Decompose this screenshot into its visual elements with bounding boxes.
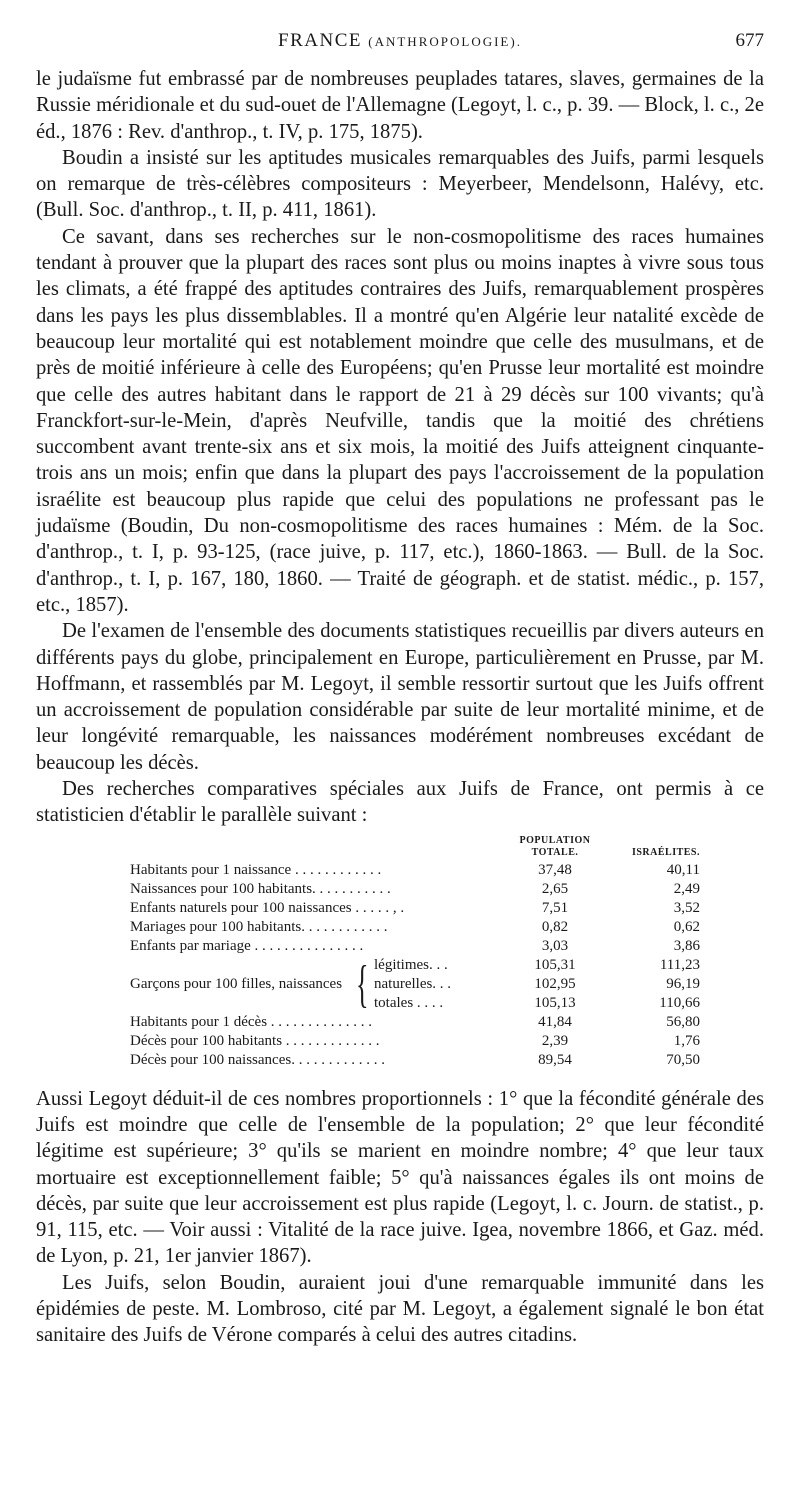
title-main: FRANCE — [278, 30, 363, 51]
garcons-sublabels — [374, 956, 451, 1013]
table-row — [130, 880, 700, 899]
value-israelites: 111,23 — [659, 956, 700, 973]
garcons-sublabel: naturelles. . . — [374, 975, 452, 992]
paragraph-5: Des recherches comparatives spéciales aux Juifs de France, ont permis à ce statisticien d'établir le parallèle suivant : — [36, 778, 764, 827]
value-population: 0,82 — [541, 918, 569, 935]
running-title — [36, 30, 764, 52]
value-israelites: 110,66 — [659, 994, 700, 1011]
table-row — [130, 918, 700, 937]
garcons-values-population — [500, 956, 610, 1013]
value-israelites: 3,52 — [673, 899, 700, 916]
value-population: 2,39 — [541, 1032, 569, 1049]
row-label: Enfants par mariage . . . . . . . . . . . . . . . — [130, 937, 364, 954]
page-body — [36, 66, 764, 1349]
table-row — [130, 1032, 700, 1051]
row-label: Mariages pour 100 habitants. . . . . . . . . . . . — [130, 918, 388, 935]
table-row — [130, 1013, 700, 1032]
value-israelites: 56,80 — [666, 1013, 700, 1030]
value-israelites: 3,86 — [673, 937, 700, 954]
table-body-top — [130, 861, 700, 956]
brace-glyph: { — [356, 955, 369, 1013]
table-header-row — [130, 835, 700, 861]
value-population: 2,65 — [541, 880, 569, 897]
row-label: Habitants pour 1 naissance . . . . . . . . . . . . — [130, 861, 382, 878]
running-header — [36, 30, 764, 58]
value-population: 89,54 — [538, 1051, 572, 1068]
value-israelites: 0,62 — [673, 918, 700, 935]
row-label: Naissances pour 100 habitants. . . . . . . . . . . — [130, 880, 391, 897]
value-israelites: 2,49 — [673, 880, 700, 897]
paragraph-4: De l'examen de l'ensemble des documents statistiques recueillis par divers auteurs en différents pays du globe, principalement en Europe, particulièrement en Prusse, par M. Hoffmann, et rassemblés par M. Legoyt, il semble ressortir surtout que les Juifs offrent un accroissement de population considérable par suite de leur mortalité minime, et de leur longévité remarquable, les naissances modérément nombreuses excédant de beaucoup les décès. — [36, 620, 764, 774]
table-row — [130, 899, 700, 918]
value-israelites: 40,11 — [666, 861, 700, 878]
value-population: 37,48 — [538, 861, 572, 878]
row-label: Décès pour 100 habitants . . . . . . . . . . . . . — [130, 1032, 380, 1049]
statistics-table — [130, 835, 700, 1070]
row-label: Décès pour 100 naissances. . . . . . . . . . . . . — [130, 1051, 385, 1068]
value-population: 3,03 — [541, 937, 569, 954]
table-body-bottom — [130, 1013, 700, 1070]
value-israelites: 70,50 — [666, 1051, 700, 1068]
value-population: 105,13 — [534, 994, 576, 1011]
row-label: Habitants pour 1 décès . . . . . . . . . . . . . . — [130, 1013, 373, 1030]
col-header-population: POPULATION TOTALE. — [519, 834, 591, 858]
table-body-garcons — [130, 956, 700, 1013]
garcons-sublabel: totales . . . . — [374, 994, 444, 1011]
table-row — [130, 861, 700, 880]
garcons-label: Garçons pour 100 filles, naissances — [130, 975, 343, 992]
paragraph-1: le judaïsme fut embrassé par de nombreuses peuplades tatares, slaves, germaines de la Russie méridionale et du sud-ouet de l'Allemagne (Legoyt, l. c., p. 39. — Block, l. c., 2e éd., 1876 : Rev. d'anthrop., t. IV, p. 175, 1875). — [36, 68, 764, 143]
garcons-sublabel: légitimes. . . — [374, 956, 448, 973]
table-row — [130, 1051, 700, 1070]
value-population: 105,31 — [534, 956, 576, 973]
value-population: 7,51 — [541, 899, 569, 916]
row-label: Enfants naturels pour 100 naissances . . . . . , . — [130, 899, 405, 916]
paragraph-2: Boudin a insisté sur les aptitudes musicales remarquables des Juifs, parmi lesquels on remarque de très-célèbres compositeurs : Meyerbeer, Mendelsonn, Halévy, etc. (Bull. Soc. d'anthrop., t. II, p. 411, 1861). — [36, 146, 764, 222]
col-header-israelites: ISRAÉLITES. — [631, 846, 700, 858]
table-row-garcons — [130, 956, 700, 1013]
title-sub: (ANTHROPOLOGIE). — [368, 34, 522, 49]
garcons-values-israelites — [610, 956, 700, 1013]
value-israelites: 96,19 — [666, 975, 700, 992]
paragraph-7: Les Juifs, selon Boudin, auraient joui d'une remarquable immunité dans les épidémies de peste. M. Lombroso, cité par M. Legoyt, a également signalé le bon état sanitaire des Juifs de Vérone comparés à celui des autres citadins. — [36, 1271, 764, 1347]
paragraph-6: Aussi Legoyt déduit-il de ces nombres proportionnels : 1° que la fécondité générale des Juifs est moindre que celle de l'ensemble de la population; 2° que leur fécondité légitime est supérieure; 3° qu'ils se marient en moindre nombre; 4° que leur taux mortuaire est exceptionnellement faible; 5° qu'à naissances égales ils ont moins de décès, par suite que leur accroissement est plus rapide (Legoyt, l. c. Journ. de statist., p. 91, 115, etc. — Voir aussi : Vitalité de la race juive. Igea, novembre 1866, et Gaz. méd. de Lyon, p. 21, 1er janvier 1867). — [36, 1087, 764, 1268]
value-population: 102,95 — [534, 975, 576, 992]
paragraph-3: Ce savant, dans ses recherches sur le non-cosmopolitisme des races humaines tendant à prouver que la plupart des races sont plus ou moins inaptes à vivre sous tous les climats, a été frappé des aptitudes contraires des Juifs, remarquablement prospères dans les pays les plus dissemblables. Il a montré qu'en Algérie leur natalité excède de beaucoup leur mortalité qui est notablement moindre que celle des musulmans, et de près de moitié inférieure à celle des Européens; qu'en Prusse leur mortalité est moindre que celle des autres habitant dans le rapport de 21 à 29 décès sur 100 vivants; qu'à Franckfort-sur-le-Mein, d'après Neufville, tandis que la moitié des chrétiens succombent avant trente-six ans et six mois, la moitié des Juifs atteignent cinquante-trois ans un mois; enfin que dans la plupart des pays l'accroissement de la population israélite est beaucoup plus rapide que celui des populations ne professant pas le judaïsme (Boudin, Du non-cosmopolitisme des races humaines : Mém. de la Soc. d'anthrop., t. I, p. 93-125, (race juive, p. 117, etc.), 1860-1863. — Bull. de la Soc. d'anthrop., t. I, p. 167, 180, 1860. — Traité de géograph. et de statist. médic., p. 157, etc., 1857). — [36, 225, 764, 616]
value-population: 41,84 — [538, 1013, 572, 1030]
table-row — [130, 937, 700, 956]
value-israelites: 1,76 — [673, 1032, 700, 1049]
page-number: 677 — [735, 30, 764, 51]
